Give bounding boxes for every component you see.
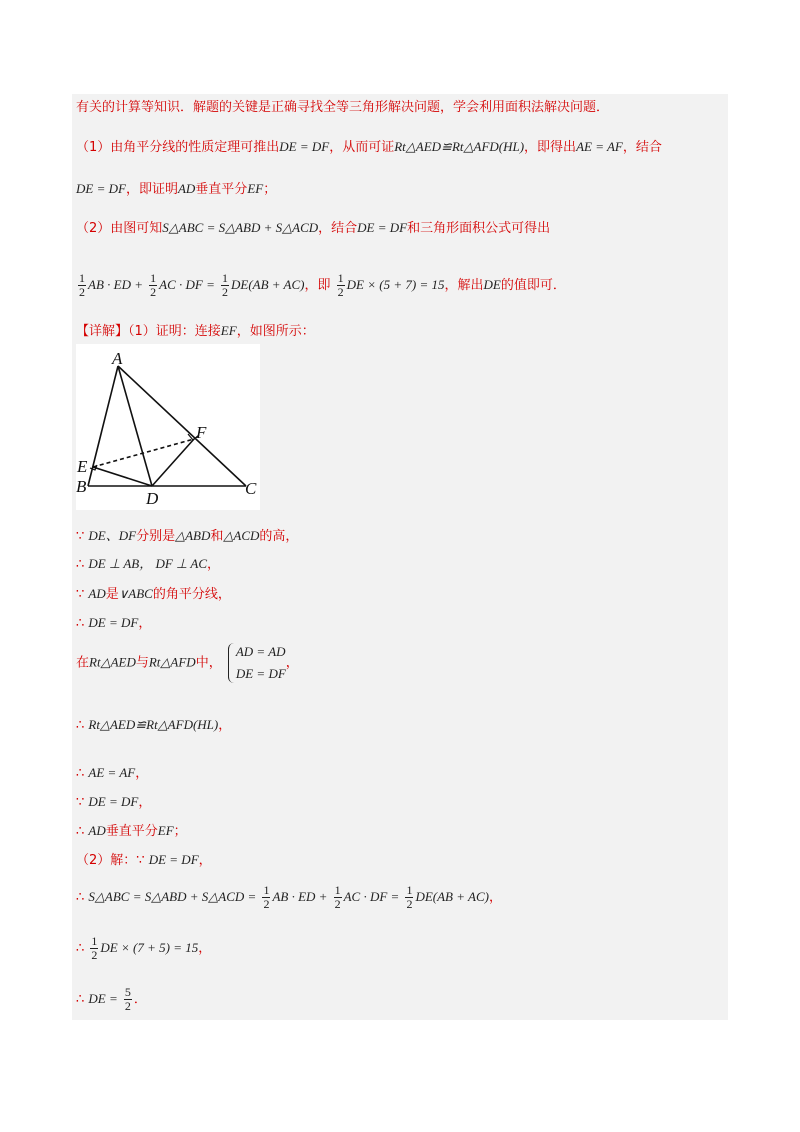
label-f: F — [196, 423, 207, 442]
intro-text: 有关的计算等知识．解题的关键是正确寻找全等三角形解决问题，学会利用面积法解决问题． — [76, 100, 610, 115]
proof-line-9: ∴ AD垂直平分EF； — [76, 823, 187, 839]
fraction-half: $\frac{1}{2}$ — [406, 883, 413, 911]
segment-df — [152, 439, 194, 486]
proof-line-11: ∴ S△ABC = S△ABD + S△ACD = $\frac{1}{2}$ AB · ED + $\frac{1}{2}$ AC · DF = $\frac{1}{2}$ DE(AB + AC)， — [76, 883, 502, 911]
analysis-line-2b: $\frac{1}{2}$ AB · ED + $\frac{1}{2}$ AC · DF = $\frac{1}{2}$ DE(AB + AC)，即 $\frac{1}{2}$ DE × (5 + 7) = 15，解出DE的值即可． — [79, 271, 566, 299]
label-c: C — [245, 479, 257, 498]
segment-de — [93, 467, 152, 486]
label-b: B — [76, 477, 87, 496]
analysis-line-2: （2）由图可知S△ABC = S△ABD + S△ACD，结合DE = DF和三角形面积公式可得出 — [76, 220, 551, 236]
proof-line-7: ∴ AE = AF， — [76, 765, 149, 781]
triangle-diagram — [76, 344, 260, 510]
proof-line-3: ∵ AD是∨ABC的角平分线， — [76, 586, 231, 602]
label-e: E — [77, 457, 88, 476]
proof-line-1: ∵ DE、DF分别是△ABD和△ACD的高， — [76, 528, 299, 544]
proof-line-4: ∴ DE = DF， — [76, 615, 152, 631]
fraction-half: $\frac{1}{2}$ — [263, 883, 270, 911]
segment-ef — [93, 439, 194, 467]
fraction-half: $\frac{1}{2}$ — [337, 271, 344, 299]
label-d: D — [146, 489, 159, 508]
proof-line-8: ∵ DE = DF， — [76, 794, 152, 810]
proof-line-2: ∴ DE ⊥ AB， DF ⊥ AC， — [76, 556, 221, 572]
label-a: A — [112, 349, 123, 368]
side-ab — [88, 366, 118, 486]
detail-heading: 【详解】（1）证明：连接EF，如图所示： — [76, 323, 315, 339]
proof-line-10: （2）解：∵ DE = DF， — [76, 852, 212, 868]
fraction-half: $\frac{1}{2}$ — [334, 883, 341, 911]
fraction-half: $\frac{1}{2}$ — [79, 271, 85, 299]
fraction-half: $\frac{1}{2}$ — [150, 271, 157, 299]
proof-line-5: 在Rt△AED与Rt△AFD中， AD = AD DE = DF ， — [76, 641, 299, 685]
proof-line-12: ∴ $\frac{1}{2}$ DE × (7 + 5) = 15， — [76, 934, 212, 962]
proof-line-13: ∴ DE = $\frac{5}{2}$ ． — [76, 985, 147, 1013]
side-ac — [118, 366, 246, 486]
fraction-result: $\frac{5}{2}$ — [124, 985, 131, 1013]
fraction-half: $\frac{1}{2}$ — [221, 271, 228, 299]
segment-ad — [118, 366, 152, 486]
analysis-line-1: （1）由角平分线的性质定理可推出DE = DF，从而可证Rt△AED≌Rt△AFD(HL)，即得出AE = AF，结合 — [76, 139, 662, 155]
equation-system: AD = AD DE = DF — [226, 641, 286, 685]
geometry-figure — [76, 344, 260, 510]
analysis-line-1b: DE = DF，即证明AD垂直平分EF； — [76, 181, 277, 197]
fraction-half: $\frac{1}{2}$ — [91, 934, 98, 962]
proof-line-6: ∴ Rt△AED≌Rt△AFD(HL)， — [76, 717, 232, 733]
